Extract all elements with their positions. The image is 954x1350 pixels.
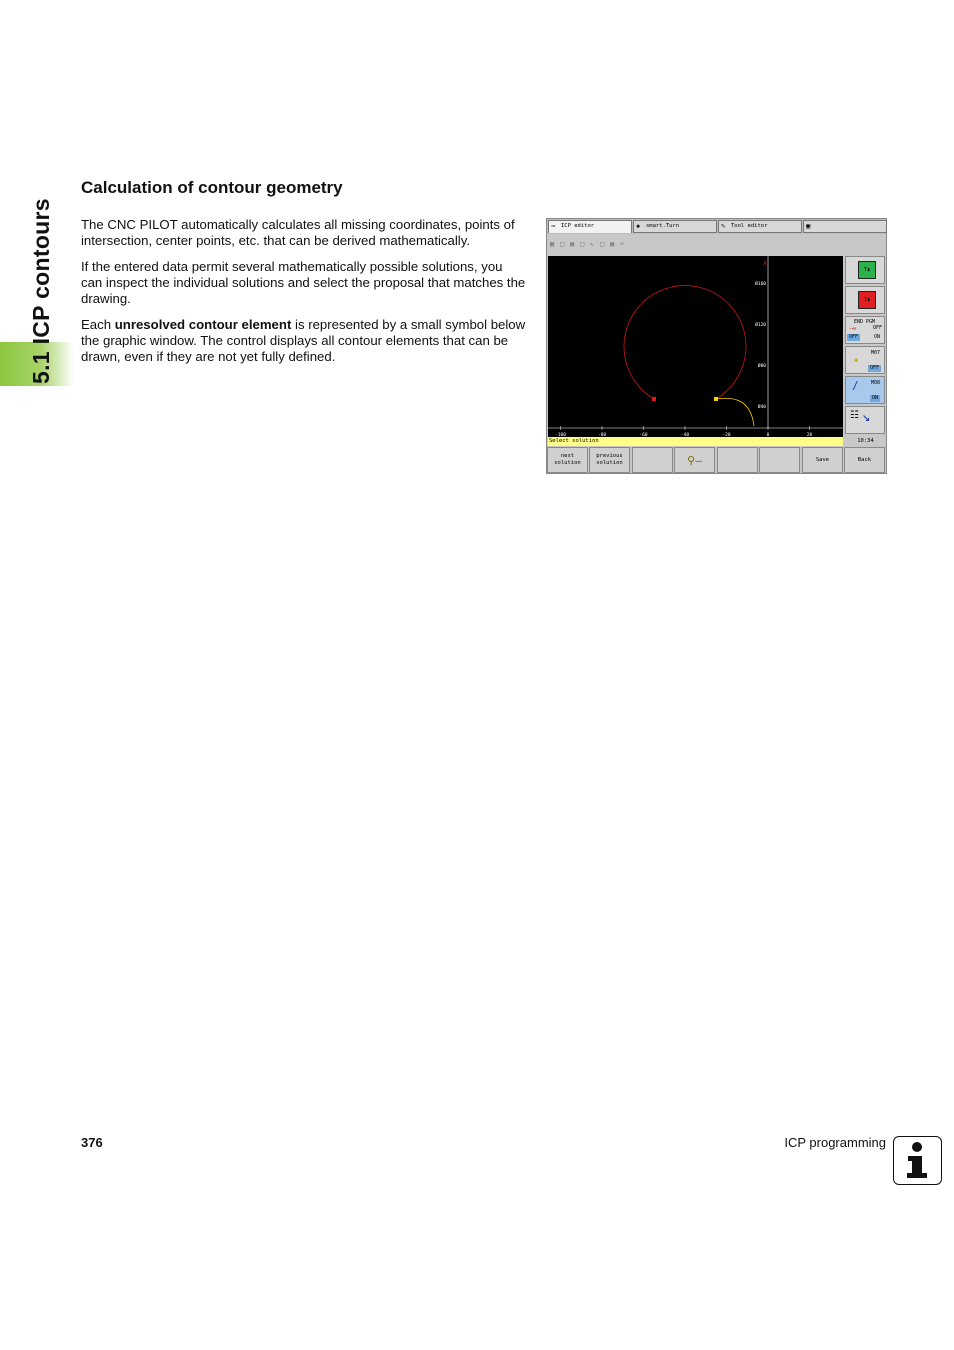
smart-turn-icon: ◈ [636, 222, 641, 230]
term-unresolved-contour-element: unresolved contour element [114, 317, 292, 332]
contour-start-point [652, 397, 656, 401]
machine-side-panel [844, 256, 886, 437]
clock: 10:34 [857, 438, 874, 444]
y-tick-label: Ø40 [757, 405, 766, 410]
undo-icon[interactable]: ↶ [620, 240, 625, 248]
body-text [81, 217, 526, 375]
end-pgm-toggle[interactable]: END PGM ⟶⊖ OFF OFF ON [845, 316, 885, 344]
cnc-screenshot [546, 218, 887, 474]
solution-arc [716, 398, 754, 426]
status-line: Select solution [548, 437, 843, 446]
fit-icon[interactable]: □ [580, 240, 585, 248]
cycle-start-button[interactable] [845, 256, 885, 284]
solution-point [714, 397, 718, 401]
pan-icon[interactable]: ↖ [590, 240, 595, 248]
magnifier-icon: ⚲— [687, 453, 702, 467]
tab-icp-editor[interactable]: ⇒ ICP editor [548, 220, 632, 233]
y-ticks [755, 280, 766, 410]
softkey-3[interactable] [632, 447, 673, 473]
previous-solution-softkey[interactable]: previous solution [589, 447, 630, 473]
x-tick-label: -80 [597, 433, 607, 437]
x-tick-label: -100 [555, 433, 566, 437]
tool-editor-icon: ✎ [721, 222, 726, 230]
mode-tabs [547, 219, 886, 234]
x-tick-label: 20 [806, 433, 813, 437]
next-solution-softkey[interactable]: next solution [547, 447, 588, 473]
grid-icon[interactable]: ▦ [550, 240, 555, 248]
m08-toggle[interactable]: M08 ∕ ON [845, 376, 885, 404]
coolant-icon: ◈ [854, 356, 859, 364]
x-tick-label: -40 [680, 433, 690, 437]
icp-arrow-icon: ⇒ [551, 222, 556, 230]
y-tick-label: Ø120 [755, 323, 766, 328]
graphic-toolbar [547, 234, 886, 256]
cycle-start-icon: T▮ [858, 261, 876, 279]
arrow-right-icon: ⟶⊖ [850, 326, 857, 332]
softkey-6[interactable] [759, 447, 800, 473]
tab-smart-turn[interactable]: ◈ smart.Turn [633, 220, 717, 233]
footer-chapter-title: ICP programming [784, 1135, 886, 1150]
back-softkey[interactable]: Back [844, 447, 885, 473]
paragraph-3: Each unresolved contour element is represented by a small symbol below the graphic window. The control displays all contour elements that can be drawn, even if they are not yet fully defined. [81, 317, 526, 364]
chapter-side-title: 5.1 ICP contours [28, 198, 54, 384]
ruler-icon: ☷ [850, 410, 859, 421]
contour-graphic [548, 256, 843, 437]
paragraph-2: If the entered data permit several mathematically possible solutions, you can inspect the individual solutions and select the proposal that matches the drawing. [81, 259, 526, 306]
grid-icon[interactable]: ▦ [570, 240, 575, 248]
x-tick-label: -60 [639, 433, 648, 437]
paragraph-1: The CNC PILOT automatically calculates all missing coordinates, points of intersection, center points, etc. that can be derived mathematically. [81, 217, 515, 248]
x-axis-label: X [763, 260, 767, 267]
info-icon [893, 1136, 942, 1185]
y-tick-label: Ø160 [755, 282, 766, 287]
x-tick-label: -20 [722, 433, 731, 437]
arrow-diagonal-icon: ↘ [862, 409, 871, 425]
contour-arc [624, 285, 746, 399]
detail-icon[interactable]: □ [600, 240, 605, 248]
m07-toggle[interactable]: M07 ◈ OFF [845, 346, 885, 374]
zoom-icon[interactable]: □ [560, 240, 565, 248]
graphic-window [548, 256, 843, 437]
cycle-stop-button[interactable] [845, 286, 885, 314]
coolant-nozzle-icon: ∕ [852, 379, 859, 392]
softkey-row [547, 447, 886, 473]
save-softkey[interactable]: Save [802, 447, 843, 473]
section-heading: Calculation of contour geometry [81, 178, 343, 197]
x-ticks [555, 426, 812, 437]
magnifier-softkey[interactable] [674, 447, 715, 473]
floppy-disk-icon: ▣ [806, 222, 811, 230]
y-tick-label: Ø80 [757, 364, 766, 369]
cycle-stop-icon: T▮ [858, 291, 876, 309]
tab-save[interactable] [803, 220, 887, 233]
softkey-5[interactable] [717, 447, 758, 473]
page-number: 376 [81, 1135, 103, 1150]
feed-override-button[interactable] [845, 406, 885, 434]
tab-tool-editor[interactable]: ✎ Tool editor [718, 220, 802, 233]
x-tick-label: 0 [766, 433, 770, 437]
grid-icon[interactable]: ▦ [610, 240, 615, 248]
